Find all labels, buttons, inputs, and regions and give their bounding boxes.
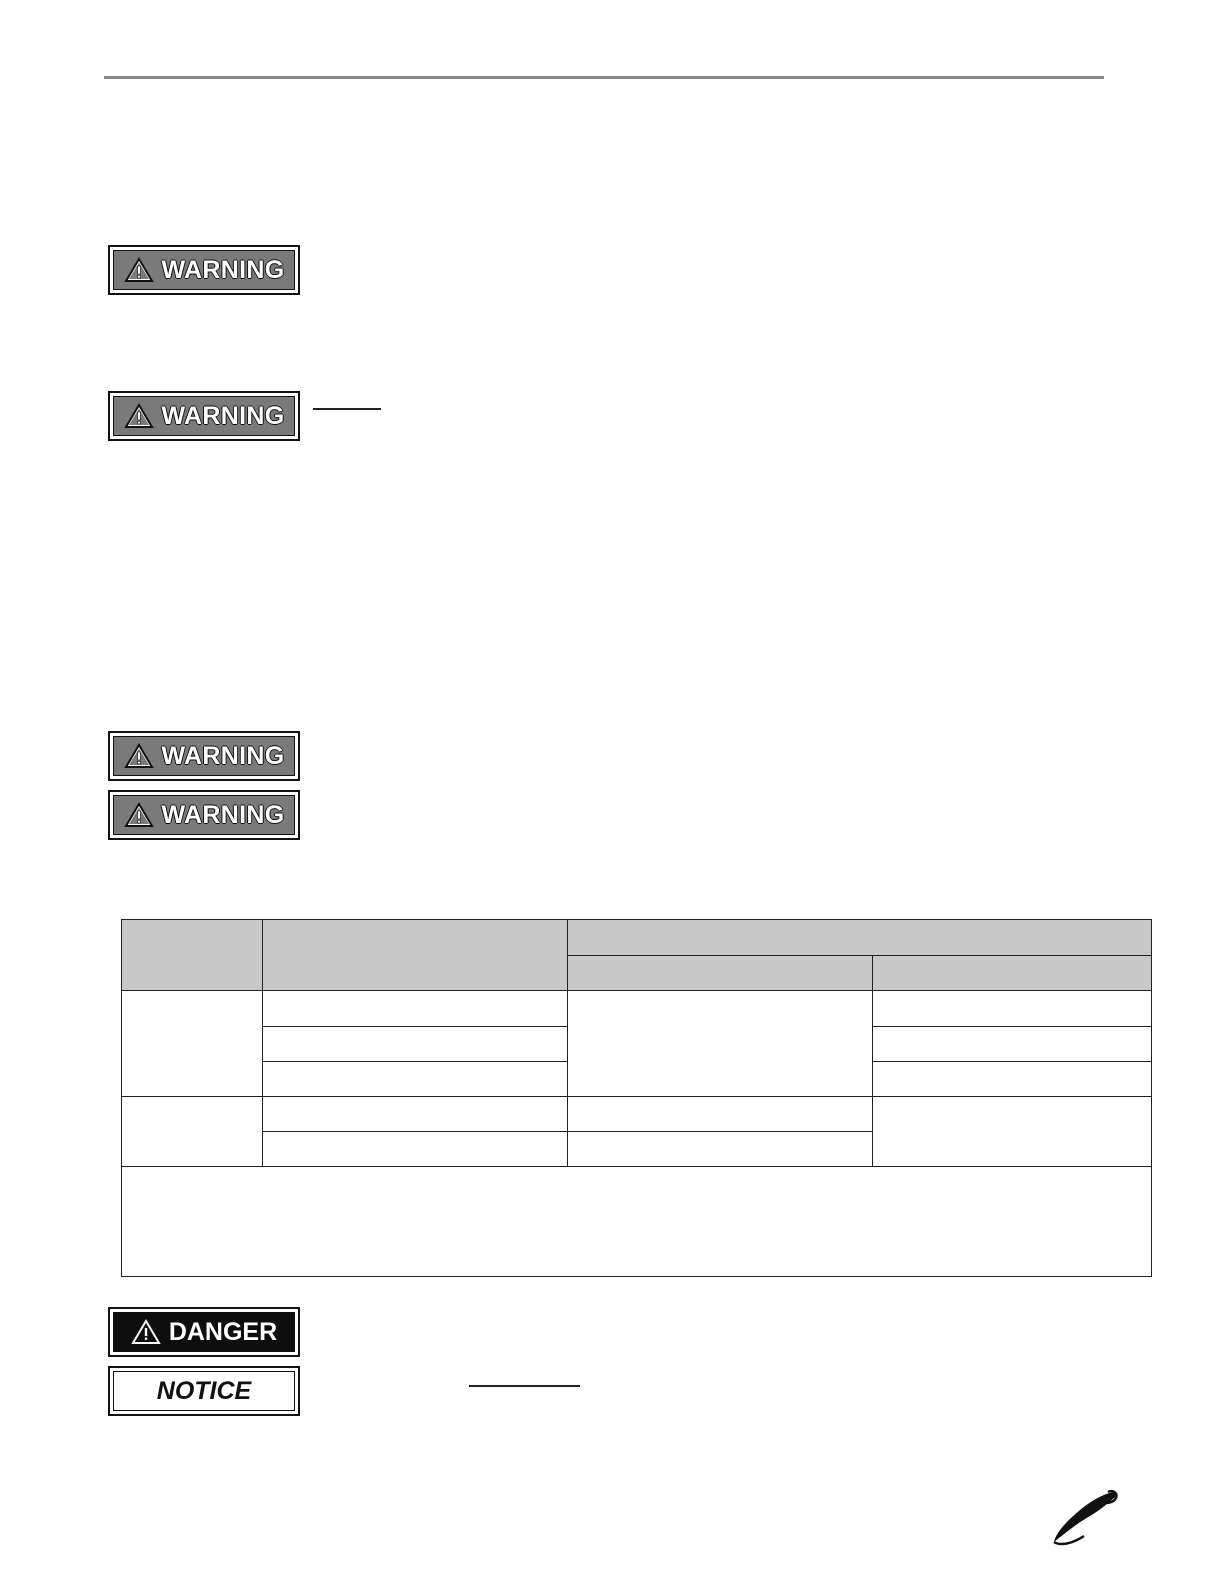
warning-triangle-icon: [124, 743, 154, 769]
warning-label: WARNING: [161, 741, 285, 770]
table-cell: [122, 1096, 263, 1166]
table-cell: [568, 991, 873, 1097]
warning-triangle-icon: [124, 257, 154, 283]
warning-badge-1: [108, 245, 300, 295]
warning-triangle-icon: [131, 1319, 161, 1345]
warning-label: WARNING: [161, 800, 285, 829]
table-cell: [568, 1096, 873, 1131]
table-header-cell: [122, 920, 263, 991]
table-cell: [122, 991, 263, 1097]
table-cell: [873, 991, 1152, 1026]
table-header-group: [568, 920, 1152, 956]
table-subheader-cell: [568, 956, 873, 991]
warning-label: WARNING: [161, 401, 285, 430]
warning-badge-4: [108, 790, 300, 840]
warning-badge-2: [108, 391, 300, 441]
table-header-row: [122, 920, 1152, 956]
table-cell: [568, 1132, 873, 1167]
header-rule: [104, 76, 1104, 79]
brand-logo-icon: [1050, 1488, 1120, 1548]
table-cell: [263, 1096, 568, 1131]
table-cell: [263, 1026, 568, 1061]
table-cell: [263, 1132, 568, 1167]
text-underline: [469, 1385, 580, 1387]
table-row: [122, 991, 1152, 1026]
table-cell: [263, 991, 568, 1026]
danger-label: DANGER: [168, 1317, 278, 1346]
notice-badge: [108, 1366, 300, 1416]
table-note-row: [122, 1167, 1152, 1277]
table-cell: [873, 1026, 1152, 1061]
notice-label: NOTICE: [156, 1376, 252, 1405]
spec-table: [121, 919, 1152, 1277]
table-header-cell: [263, 920, 568, 991]
danger-badge: [108, 1307, 300, 1357]
warning-triangle-icon: [124, 802, 154, 828]
table-cell: [873, 1096, 1152, 1166]
table-cell: [873, 1061, 1152, 1096]
table-row: [122, 1096, 1152, 1131]
table-subheader-cell: [873, 956, 1152, 991]
table-note-cell: [122, 1167, 1152, 1277]
table-cell: [263, 1061, 568, 1096]
text-underline: [313, 408, 381, 410]
warning-triangle-icon: [124, 403, 154, 429]
warning-label: WARNING: [161, 255, 285, 284]
warning-badge-3: [108, 731, 300, 781]
